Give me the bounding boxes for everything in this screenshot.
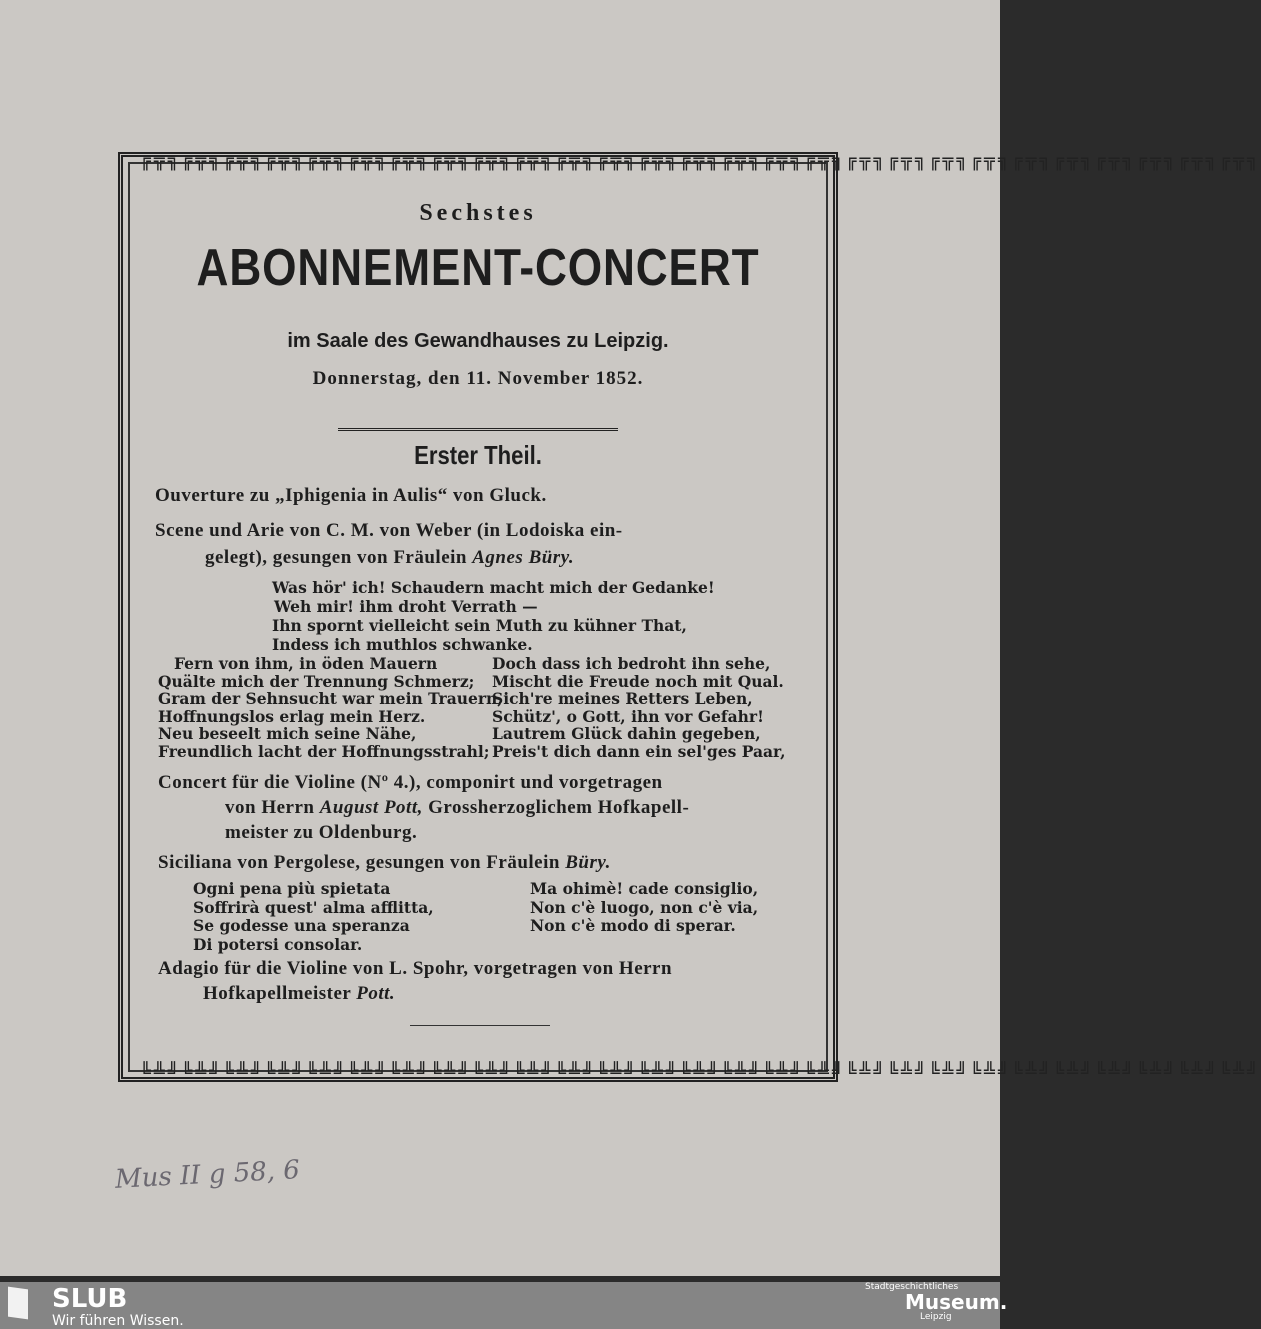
program-item-2-line1: Scene und Arie von C. M. von Weber (in Lodoiska ein- [155,520,623,541]
museum-logo[interactable]: Museum. [905,1290,1008,1314]
program-item-3-line3: meister zu Oldenburg. [225,822,418,843]
slub-logo[interactable]: SLUB [52,1284,128,1314]
museum-prefix: Stadtgeschichtliches [865,1282,959,1292]
divider [338,428,618,431]
program-item-5-line1: Adagio für die Violine von L. Spohr, vorgetragen von Herrn [158,958,673,979]
handwritten-shelfmark: Mus II g 58, 6 [114,1155,301,1195]
aria-left-verse: Fern von ihm, in öden Mauern Quälte mich der Trennung Schmerz; Gram der Sehnsucht war mein Trauern, Hoffnungslos erlag mein Herz. Neu beseelt mich seine Nähe, Freundlich lacht der Hoffnungsstrahl; [158,654,503,761]
date: Donnerstag, den 11. November 1852. [312,368,644,389]
venue: im Saale des Gewandhauses zu Leipzig. [287,330,669,352]
aria-right-verse: Doch dass ich bedroht ihn sehe, Mischt die Freude noch mit Qual. Sich're meines Retters Leben, Schütz', o Gott, ihn vor Gefahr! Lautrem Glück dahin gegeben, Preis't dich dann ein sel'ges Paar, [492,654,786,761]
footer-bar [0,1282,1008,1329]
siciliana-left-verse: Ogni pena più spietata Soffrirà quest' alma afflitta, Se godesse una speranza Di potersi consolar. [193,879,434,954]
program-item-2-line2: gelegt), gesungen von Fräulein Agnes Büry. [205,547,575,568]
subtitle: Sechstes [419,200,537,226]
program-item-1: Ouverture zu „Iphigenia in Aulis“ von Gluck. [155,485,547,506]
closing-rule [410,1025,550,1026]
slub-book-icon [8,1287,28,1320]
slub-tagline: Wir führen Wissen. [52,1313,184,1329]
meander-top: ╔╦╗╔╦╗╔╦╗╔╦╗╔╦╗╔╦╗╔╦╗╔╦╗╔╦╗╔╦╗╔╦╗╔╦╗╔╦╗╔╦╗╔╦╗╔╦╗╔╦╗╔╦╗╔╦╗╔╦╗╔╦╗╔╦╗╔╦╗╔╦╗╔╦╗╔╦╗╔╦╗ [140,150,1261,171]
aria-intro: Was hör' ich! Schaudern macht mich der Gedanke! Weh mir! ihm droht Verrath — Ihn spornt vielleicht sein Muth zu kühner That, Indess ich muthlos schwanke. [272,578,715,654]
program-item-3-line2: von Herrn August Pott, Grossherzoglichem Hofkapell- [225,797,690,818]
program-item-4: Siciliana von Pergolese, gesungen von Fräulein Büry. [158,852,611,873]
part-heading: Erster Theil. [414,440,542,470]
siciliana-right-verse: Ma ohimè! cade consiglio, Non c'è luogo, non c'è via, Non c'è modo di sperar. [530,879,759,935]
meander-bottom: ╚╩╝╚╩╝╚╩╝╚╩╝╚╩╝╚╩╝╚╩╝╚╩╝╚╩╝╚╩╝╚╩╝╚╩╝╚╩╝╚╩╝╚╩╝╚╩╝╚╩╝╚╩╝╚╩╝╚╩╝╚╩╝╚╩╝╚╩╝╚╩╝╚╩╝╚╩╝╚╩╝ [140,1062,1261,1083]
program-item-3-line1: Concert für die Violine (Nº 4.), componirt und vorgetragen [158,772,663,793]
program-item-5-line2: Hofkapellmeister Pott. [203,983,396,1004]
title: ABONNEMENT-CONCERT [196,239,760,297]
museum-city: Leipzig [920,1312,952,1322]
